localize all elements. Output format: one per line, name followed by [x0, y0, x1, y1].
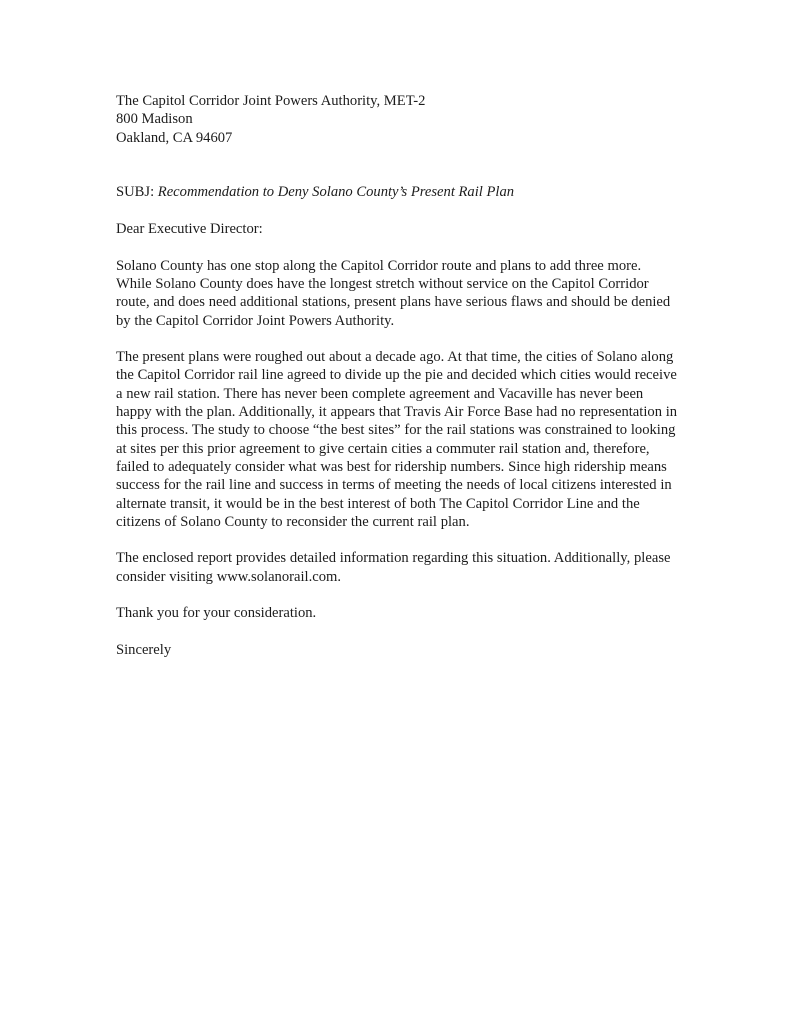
- subject-label: SUBJ:: [116, 184, 155, 201]
- salutation: Dear Executive Director:: [116, 221, 263, 238]
- spacer-after-salutation: [116, 238, 678, 256]
- body-paragraph-4: Thank you for your consideration.: [116, 605, 317, 622]
- spacer-paragraph-1-2: [116, 330, 678, 348]
- recipient-address-block: [116, 92, 678, 147]
- subject-line: [116, 183, 678, 201]
- spacer-before-subject: [116, 165, 678, 183]
- address-line-organization: The Capitol Corridor Joint Powers Authority, MET-2: [116, 93, 426, 109]
- spacer-paragraph-3-4: [116, 586, 678, 604]
- closing-salutation: Sincerely: [116, 641, 172, 658]
- spacer-after-subject: [116, 202, 678, 220]
- address-line-city-state-zip: Oakland, CA 94607: [116, 129, 233, 146]
- spacer-before-closing: [116, 623, 678, 641]
- body-paragraph-1: Solano County has one stop along the Capitol Corridor route and plans to add three more. While Solano County does have the longest stretch without service on the Capitol Corridor route, and does need additional stations, present plans have serious flaws and should be denied by the Capitol Corridor Joint Powers Authority.: [116, 257, 671, 329]
- body-paragraph-2: The present plans were roughed out about a decade ago. At that time, the cities of Solano along the Capitol Corridor rail line agreed to divide up the pie and decided which cities would receive a new rail station. There has never been complete agreement and Vacaville has never been happy with the plan. Additionally, it appears that Travis Air Force Base had no representation in this process. The study to choose “the best sites” for the rail stations was constrained to looking at sites per this prior agreement to give certain cities a commuter rail station and, therefore, failed to adequately consider what was best for ridership numbers. Since high ridership means success for the rail line and success in terms of meeting the needs of local citizens interested in alternate transit, it would be in the best interest of both The Capitol Corridor Line and the citizens of Solano County to reconsider the current rail plan.: [116, 349, 678, 530]
- address-line-street: 800 Madison: [116, 111, 193, 128]
- subject-text: Recommendation to Deny Solano County’s Present Rail Plan: [157, 184, 515, 201]
- letter-content: [116, 92, 678, 659]
- body-paragraph-3: The enclosed report provides detailed information regarding this situation. Additionally, please consider visiting www.solanorail.com.: [116, 550, 671, 585]
- spacer-paragraph-2-3: [116, 531, 678, 549]
- spacer-after-address: [116, 147, 678, 165]
